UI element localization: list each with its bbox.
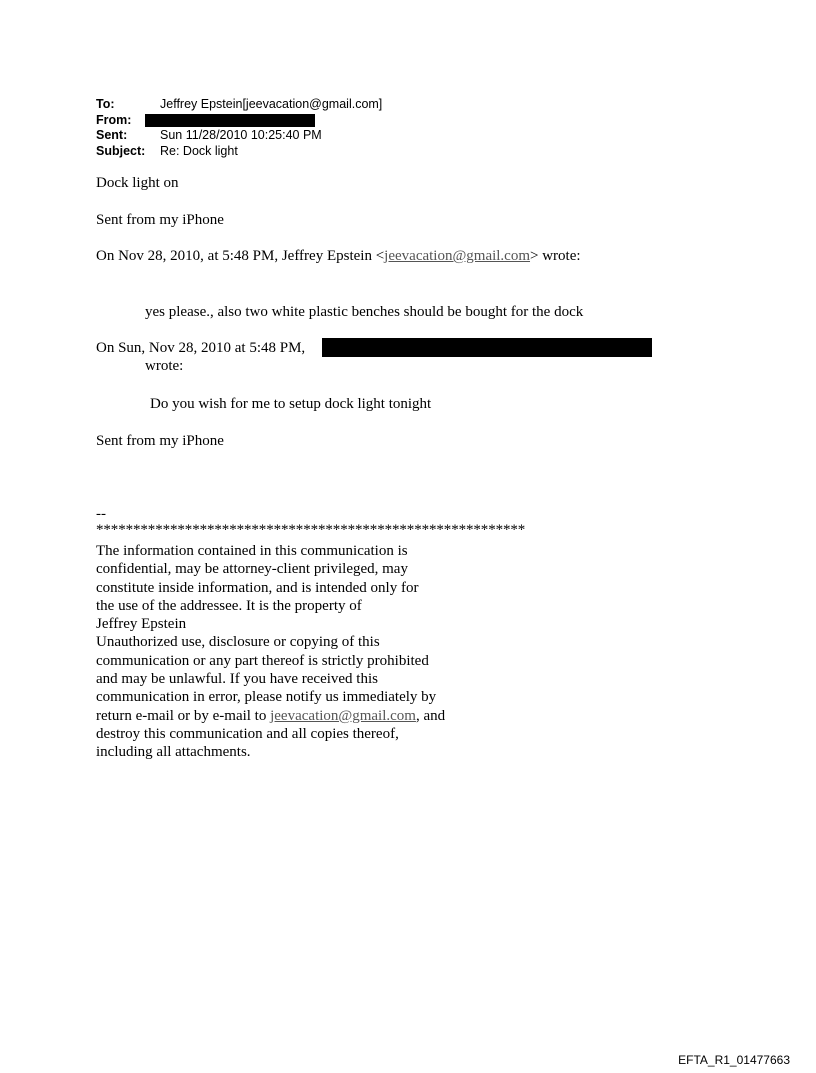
sent-value: Sun 11/28/2010 10:25:40 PM bbox=[160, 128, 322, 142]
quote1-email-link[interactable]: jeevacation@gmail.com bbox=[384, 248, 531, 264]
return-suffix: , and bbox=[415, 707, 446, 724]
subject-label: Subject: bbox=[96, 143, 146, 158]
subject-value: Re: Dock light bbox=[160, 143, 238, 158]
redaction-bar-name bbox=[322, 338, 652, 357]
sent-from-iphone-1: Sent from my iPhone bbox=[96, 212, 224, 228]
reply-text: yes please., also two white plastic benches should be bought for the dock bbox=[145, 304, 584, 320]
signature-stars: ********************************************************** bbox=[96, 522, 526, 538]
document-id: EFTA_R1_01477663 bbox=[678, 1053, 790, 1067]
disclaimer-line: destroy this communication and all copies thereof, bbox=[96, 725, 399, 742]
to-value: Jeffrey Epstein[jeevacation@gmail.com] bbox=[160, 97, 383, 111]
to-row bbox=[96, 97, 382, 113]
quote-attribution-2: On Sun, Nov 28, 2010 at 5:48 PM, bbox=[96, 340, 306, 356]
disclaimer-line: communication or any part thereof is strictly prohibited bbox=[96, 652, 429, 669]
disclaimer-line: confidential, may be attorney-client privileged, may bbox=[96, 561, 408, 578]
disclaimer-line: The information contained in this communication is bbox=[96, 543, 408, 559]
disclaimer-line: including all attachments. bbox=[96, 744, 251, 761]
disclaimer-line: constitute inside information, and is intended only for bbox=[96, 579, 419, 596]
sent-row bbox=[96, 128, 382, 144]
email-header bbox=[96, 97, 382, 159]
sent-label: Sent: bbox=[96, 128, 128, 142]
to-label: To: bbox=[96, 97, 115, 111]
from-label: From: bbox=[96, 112, 132, 127]
body-line-dock-light-on: Dock light on bbox=[96, 175, 179, 191]
disclaimer-line: and may be unlawful. If you have received this bbox=[96, 671, 378, 688]
disclaimer-line: the use of the addressee. It is the property of bbox=[96, 597, 362, 614]
quote2-wrote: wrote: bbox=[145, 358, 184, 374]
from-row bbox=[96, 113, 382, 129]
return-prefix: return e-mail or by e-mail to bbox=[96, 707, 271, 724]
disclaimer-email-link[interactable]: jeevacation@gmail.com bbox=[270, 707, 416, 724]
disclaimer-line: Unauthorized use, disclosure or copying of this bbox=[96, 634, 380, 651]
disclaimer-return-line bbox=[96, 707, 445, 725]
quote1-suffix: > wrote: bbox=[530, 248, 581, 264]
quote1-prefix: On Nov 28, 2010, at 5:48 PM, Jeffrey Epstein < bbox=[96, 248, 385, 264]
signature-dashes: -- bbox=[96, 506, 106, 522]
sent-from-iphone-2: Sent from my iPhone bbox=[96, 433, 224, 449]
confidentiality-disclaimer bbox=[96, 542, 445, 762]
disclaimer-line: Jeffrey Epstein bbox=[96, 616, 187, 633]
disclaimer-line: communication in error, please notify us immediately by bbox=[96, 689, 437, 706]
quote-attribution-1 bbox=[96, 247, 581, 265]
question-text: Do you wish for me to setup dock light tonight bbox=[150, 396, 432, 412]
redaction-bar-from bbox=[145, 114, 315, 127]
subject-row bbox=[96, 144, 382, 160]
